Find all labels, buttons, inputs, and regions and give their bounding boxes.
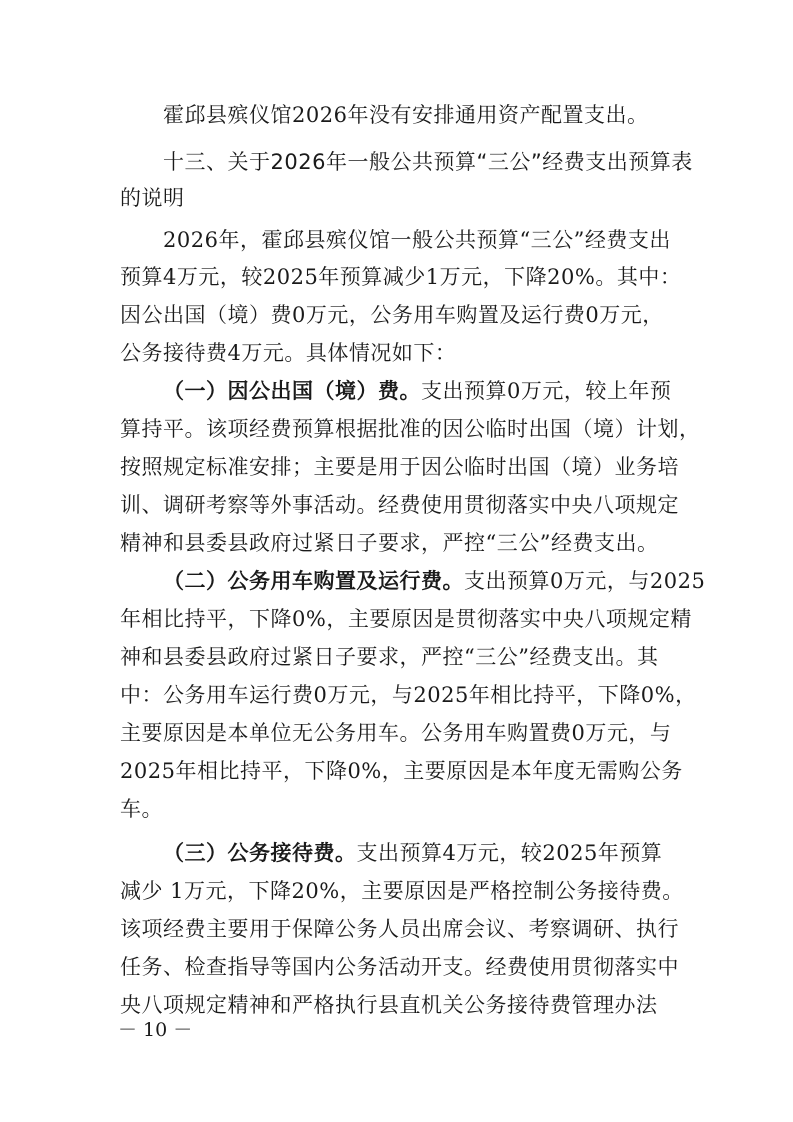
- paragraph-line: 按照规定标准安排；主要是用于因公临时出国（境）业务培: [120, 455, 679, 479]
- paragraph-line: 年相比持平，下降0%，主要原因是贯彻落实中央八项规定精: [120, 607, 692, 631]
- paragraph-line: 因公出国（境）费0万元，公务用车购置及运行费0万元，: [120, 303, 664, 327]
- paragraph-line: 央八项规定精神和严格执行县直机关公务接待费管理办法: [120, 993, 658, 1017]
- paragraph-line: [163, 376, 671, 406]
- paragraph-text: 支出预算0万元，较上年预: [421, 379, 672, 403]
- paragraph-line: [163, 566, 705, 596]
- page-number: － 10 －: [118, 1019, 193, 1041]
- subheading: （一）因公出国（境）费。: [163, 379, 421, 403]
- paragraph-line: 主要原因是本单位无公务用车。公务用车购置费0万元，与: [120, 721, 672, 745]
- section-heading: 十三、关于2026年一般公共预算“三公”经费支出预算表: [163, 150, 693, 174]
- subheading: （二）公务用车购置及运行费。: [163, 569, 464, 593]
- paragraph-line: 霍邱县殡仪馆2026年没有安排通用资产配置支出。: [163, 103, 649, 127]
- paragraph-line: 预算4万元，较2025年预算减少1万元，下降20%。其中：: [120, 265, 682, 289]
- paragraph-line: 算持平。该项经费预算根据批准的因公临时出国（境）计划，: [120, 417, 701, 441]
- paragraph-text: 支出预算4万元，较2025年预算: [356, 841, 663, 865]
- paragraph-line: 减少 1万元，下降20%，主要原因是严格控制公务接待费。: [120, 879, 684, 903]
- paragraph-line: 该项经费主要用于保障公务人员出席会议、考察调研、执行: [120, 917, 679, 941]
- paragraph-text: 支出预算0万元，与2025: [464, 569, 706, 593]
- paragraph-line: 公务接待费4万元。具体情况如下：: [120, 341, 457, 365]
- paragraph-line: 2025年相比持平，下降0%，主要原因是本年度无需购公务: [120, 759, 683, 783]
- paragraph-line: 训、调研考察等外事活动。经费使用贯彻落实中央八项规定: [120, 493, 679, 517]
- subheading: （三）公务接待费。: [163, 841, 357, 865]
- paragraph-line: 车。: [120, 797, 163, 821]
- paragraph-line: [163, 838, 662, 868]
- paragraph-line: 神和县委县政府过紧日子要求，严控“三公”经费支出。其: [120, 645, 659, 669]
- paragraph-line: 中：公务用车运行费0万元，与2025年相比持平，下降0%，: [120, 683, 697, 707]
- paragraph-line: 2026年，霍邱县殡仪馆一般公共预算“三公”经费支出: [163, 228, 671, 252]
- paragraph-line: 精神和县委县政府过紧日子要求，严控“三公”经费支出。: [120, 531, 659, 555]
- paragraph-line: 任务、检查指导等国内公务活动开支。经费使用贯彻落实中: [120, 955, 679, 979]
- section-heading: 的说明: [120, 186, 185, 210]
